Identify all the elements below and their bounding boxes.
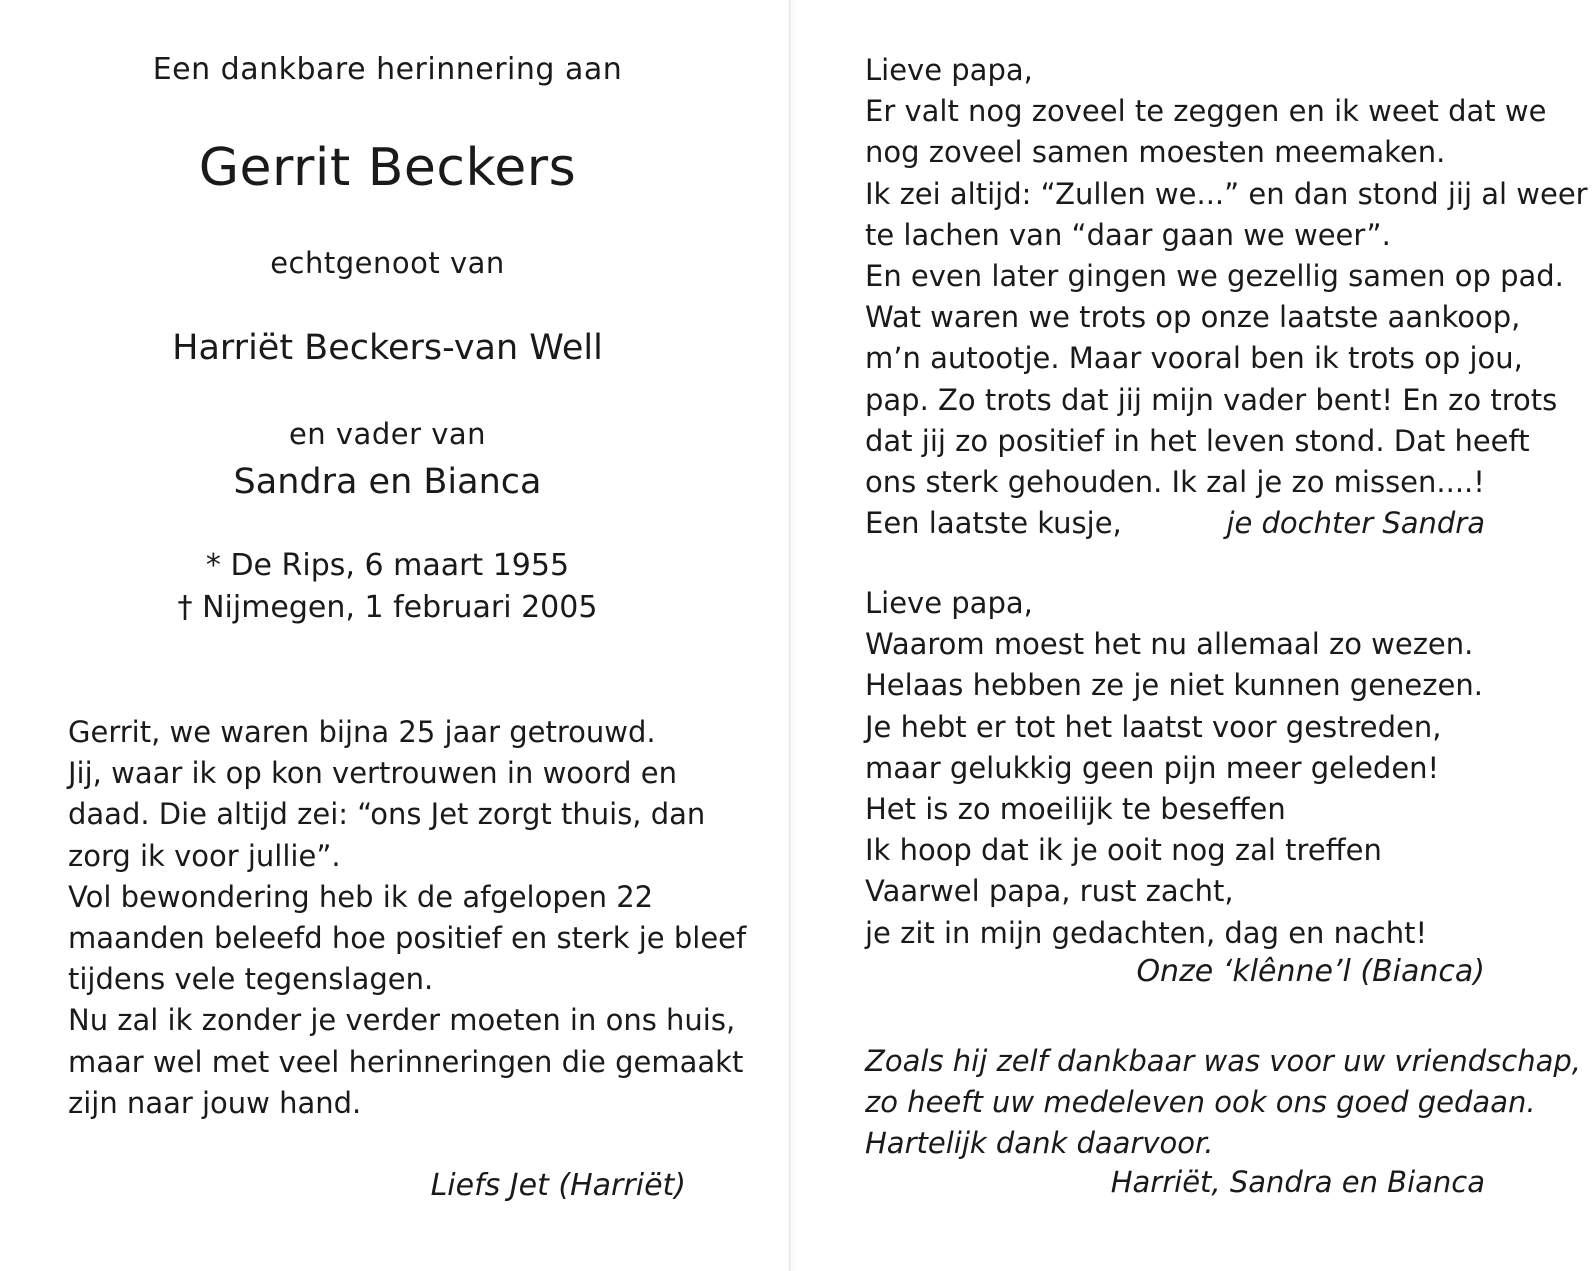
tribute-line: tijdens vele tegenslagen. [68, 962, 434, 997]
poem-line: nog zoveel samen moesten meemaken. [865, 135, 1446, 170]
spouse-name: Harriët Beckers-van Well [172, 328, 603, 368]
poem-line: Ik hoop dat ik je ooit nog zal treffen [865, 833, 1382, 868]
left-page [0, 0, 790, 1271]
intro-text: Een dankbare herinnering aan [152, 52, 623, 87]
poem-signature-bianca: Onze ‘klênne’l (Bianca) [1136, 954, 1485, 989]
poem-closing: Een laatste kusje, [865, 506, 1122, 541]
poem-line: Je hebt er tot het laatst voor gestreden, [865, 709, 1442, 744]
poem-line: maar gelukkig geen pijn meer geleden! [865, 750, 1440, 785]
tribute-line: zorg ik voor jullie”. [68, 838, 341, 873]
thanks-signature: Harriët, Sandra en Bianca [1110, 1165, 1485, 1199]
poem-line: Vaarwel papa, rust zacht, [865, 874, 1234, 909]
children-label: en vader van [288, 417, 487, 451]
poem-closing-row [865, 503, 1485, 544]
poem-line: En even later gingen we gezellig samen op pad. [865, 259, 1564, 294]
spouse-label: echtgenoot van [270, 246, 505, 280]
tribute-line: maar wel met veel herinneringen die gemaakt [68, 1044, 744, 1079]
poem-line: Er valt nog zoveel te zeggen en ik weet dat we [865, 94, 1547, 129]
tribute-text [68, 712, 747, 1124]
tribute-line: Gerrit, we waren bijna 25 jaar getrouwd. [68, 715, 656, 749]
thanks-line: zo heeft uw medeleven ook ons goed gedaan. [865, 1085, 1536, 1120]
poem-sandra [865, 50, 1588, 544]
poem-line: Ik zei altijd: “Zullen we...” en dan stond jij al weer [865, 176, 1588, 211]
poem-line: Wat waren we trots op onze laatste aankoop, [865, 300, 1521, 335]
thanks-line: Zoals hij zelf dankbaar was voor uw vriendschap, [865, 1044, 1581, 1078]
poem-line: dat jij zo positief in het leven stond. Dat heeft [865, 423, 1530, 458]
poem-bianca [865, 583, 1485, 954]
tribute-line: maanden beleefd hoe positief en sterk je bleef [68, 921, 747, 956]
right-page [795, 0, 1593, 1271]
poem-line: Lieve papa, [865, 586, 1033, 620]
poem-line: je zit in mijn gedachten, dag en nacht! [865, 915, 1428, 950]
death-line: † Nijmegen, 1 februari 2005 [177, 590, 598, 625]
tribute-line: daad. Die altijd zei: “ons Jet zorgt thuis, dan [68, 797, 706, 832]
tribute-line: Nu zal ik zonder je verder moeten in ons huis, [68, 1003, 736, 1038]
tribute-line: Jij, waar ik op kon vertrouwen in woord en [68, 756, 678, 791]
tribute-line: zijn naar jouw hand. [68, 1085, 362, 1120]
children-names: Sandra en Bianca [233, 462, 542, 502]
birth-line: * De Rips, 6 maart 1955 [205, 548, 570, 583]
poem-line: m’n autootje. Maar vooral ben ik trots op jou, [865, 341, 1523, 376]
poem-line: Helaas hebben ze je niet kunnen genezen. [865, 668, 1483, 703]
poem-line: Lieve papa, [865, 53, 1033, 87]
poem-line: pap. Zo trots dat jij mijn vader bent! En zo trots [865, 382, 1558, 417]
tribute-line: Vol bewondering heb ik de afgelopen 22 [68, 879, 654, 914]
poem-signature-sandra: je dochter Sandra [1226, 506, 1485, 541]
poem-line: Het is zo moeilijk te beseffen [865, 792, 1286, 827]
thanks-text [865, 1041, 1581, 1165]
poem-line: te lachen van “daar gaan we weer”. [865, 217, 1391, 252]
deceased-name: Gerrit Beckers [198, 138, 577, 198]
thanks-line: Hartelijk dank daarvoor. [865, 1126, 1214, 1161]
tribute-signature: Liefs Jet (Harriët) [430, 1168, 686, 1203]
poem-line: Waarom moest het nu allemaal zo wezen. [865, 627, 1474, 662]
poem-line: ons sterk gehouden. Ik zal je zo missen....! [865, 465, 1485, 500]
